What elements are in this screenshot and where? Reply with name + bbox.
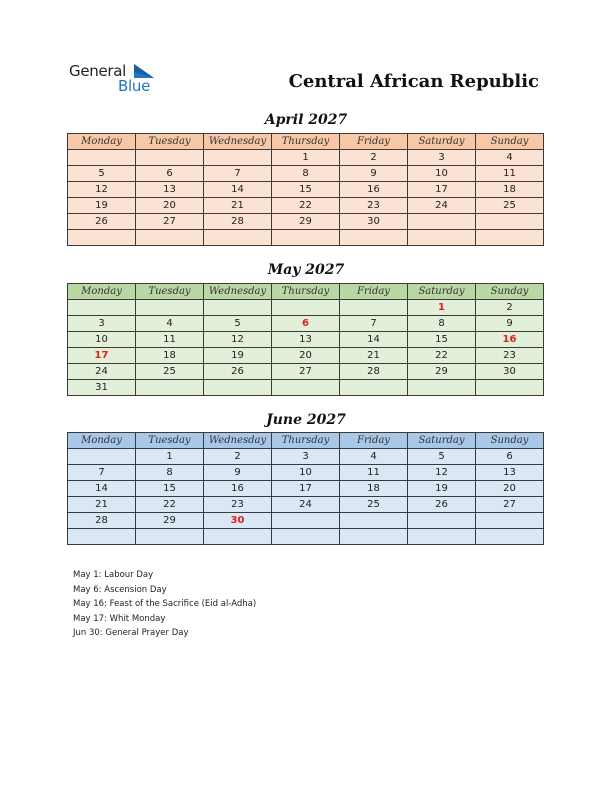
day-cell: 17 <box>408 182 476 198</box>
day-cell: 29 <box>136 513 204 529</box>
weekday-wednesday: Wednesday <box>204 433 272 449</box>
week-row <box>68 449 544 465</box>
day-cell: 28 <box>68 513 136 529</box>
day-cell: 3 <box>408 150 476 166</box>
day-cell <box>340 529 408 545</box>
day-cell <box>204 300 272 316</box>
weekday-thursday: Thursday <box>272 134 340 150</box>
holiday-note: May 16: Feast of the Sacrifice (Eid al-Adha) <box>73 599 257 609</box>
day-cell: 4 <box>476 150 544 166</box>
weekday-tuesday: Tuesday <box>136 433 204 449</box>
day-cell: 16 <box>340 182 408 198</box>
day-cell <box>272 230 340 246</box>
day-cell: 23 <box>340 198 408 214</box>
day-cell <box>340 300 408 316</box>
weekday-friday: Friday <box>340 284 408 300</box>
day-cell: 6 <box>136 166 204 182</box>
day-cell: 19 <box>408 481 476 497</box>
day-cell: 4 <box>340 449 408 465</box>
weekday-saturday: Saturday <box>408 134 476 150</box>
week-row <box>68 513 544 529</box>
day-cell: 7 <box>68 465 136 481</box>
day-cell: 26 <box>68 214 136 230</box>
day-cell: 11 <box>340 465 408 481</box>
week-row <box>68 348 544 364</box>
day-cell: 24 <box>408 198 476 214</box>
day-cell <box>476 529 544 545</box>
day-cell: 15 <box>136 481 204 497</box>
weekday-header-row <box>68 433 544 449</box>
day-cell: 26 <box>408 497 476 513</box>
holiday-note: Jun 30: General Prayer Day <box>73 628 189 638</box>
month-title-june: June 2027 <box>266 412 346 428</box>
day-cell: 27 <box>272 364 340 380</box>
day-cell: 30 <box>340 214 408 230</box>
day-cell: 5 <box>68 166 136 182</box>
week-row <box>68 166 544 182</box>
weekday-tuesday: Tuesday <box>136 134 204 150</box>
week-row <box>68 364 544 380</box>
day-cell: 14 <box>68 481 136 497</box>
day-cell <box>340 230 408 246</box>
weekday-saturday: Saturday <box>408 284 476 300</box>
day-cell: 1 <box>272 150 340 166</box>
day-cell <box>68 230 136 246</box>
day-cell: 14 <box>340 332 408 348</box>
calendar-may <box>67 283 544 396</box>
day-cell: 21 <box>68 497 136 513</box>
holiday-notes <box>73 568 256 641</box>
day-cell: 9 <box>476 316 544 332</box>
day-cell: 12 <box>204 332 272 348</box>
day-cell: 13 <box>272 332 340 348</box>
day-cell: 13 <box>476 465 544 481</box>
day-cell: 24 <box>68 364 136 380</box>
day-cell: 25 <box>476 198 544 214</box>
day-cell: 22 <box>136 497 204 513</box>
day-cell: 23 <box>204 497 272 513</box>
week-row <box>68 465 544 481</box>
day-cell: 24 <box>272 497 340 513</box>
weekday-tuesday: Tuesday <box>136 284 204 300</box>
day-cell: 12 <box>408 465 476 481</box>
month-title-april: April 2027 <box>264 112 348 128</box>
day-cell <box>476 214 544 230</box>
day-cell <box>340 380 408 396</box>
weekday-thursday: Thursday <box>272 284 340 300</box>
day-cell: 18 <box>136 348 204 364</box>
day-cell <box>272 513 340 529</box>
day-cell <box>408 529 476 545</box>
day-cell: 21 <box>204 198 272 214</box>
day-cell: 25 <box>136 364 204 380</box>
day-cell: 23 <box>476 348 544 364</box>
day-cell: 6 <box>476 449 544 465</box>
day-cell: 16 <box>204 481 272 497</box>
day-cell <box>408 513 476 529</box>
day-cell <box>136 300 204 316</box>
day-cell: 30 <box>476 364 544 380</box>
day-cell: 15 <box>408 332 476 348</box>
day-cell: 31 <box>68 380 136 396</box>
day-cell: 3 <box>68 316 136 332</box>
weekday-wednesday: Wednesday <box>204 134 272 150</box>
day-cell: 22 <box>408 348 476 364</box>
holiday-note: May 17: Whit Monday <box>73 613 166 624</box>
day-cell: 19 <box>204 348 272 364</box>
day-cell: 5 <box>408 449 476 465</box>
holiday-day-cell: 6 <box>272 316 340 332</box>
weekday-monday: Monday <box>68 134 136 150</box>
day-cell: 20 <box>476 481 544 497</box>
day-cell: 11 <box>136 332 204 348</box>
day-cell: 13 <box>136 182 204 198</box>
weekday-monday: Monday <box>68 284 136 300</box>
week-row <box>68 182 544 198</box>
day-cell <box>68 150 136 166</box>
weekday-saturday: Saturday <box>408 433 476 449</box>
day-cell <box>136 150 204 166</box>
weekday-sunday: Sunday <box>476 284 544 300</box>
day-cell: 7 <box>340 316 408 332</box>
day-cell <box>408 214 476 230</box>
holiday-day-cell: 16 <box>476 332 544 348</box>
day-cell: 20 <box>136 198 204 214</box>
day-cell <box>408 230 476 246</box>
holiday-note: May 6: Ascension Day <box>73 584 167 595</box>
weekday-sunday: Sunday <box>476 134 544 150</box>
day-cell: 1 <box>136 449 204 465</box>
day-cell: 29 <box>408 364 476 380</box>
day-cell: 2 <box>204 449 272 465</box>
week-row <box>68 529 544 545</box>
day-cell <box>136 529 204 545</box>
day-cell: 10 <box>272 465 340 481</box>
holiday-day-cell: 1 <box>408 300 476 316</box>
calendar-june <box>67 432 544 545</box>
day-cell: 20 <box>272 348 340 364</box>
weekday-monday: Monday <box>68 433 136 449</box>
day-cell <box>204 529 272 545</box>
generalblue-logo <box>69 62 169 96</box>
day-cell <box>476 513 544 529</box>
day-cell <box>68 449 136 465</box>
holiday-day-cell: 17 <box>68 348 136 364</box>
day-cell: 14 <box>204 182 272 198</box>
day-cell <box>272 380 340 396</box>
calendar-body-april <box>68 150 544 246</box>
day-cell: 11 <box>476 166 544 182</box>
day-cell: 18 <box>340 481 408 497</box>
weekday-sunday: Sunday <box>476 433 544 449</box>
day-cell: 19 <box>68 198 136 214</box>
weekday-header-row <box>68 284 544 300</box>
week-row <box>68 214 544 230</box>
day-cell: 7 <box>204 166 272 182</box>
day-cell: 27 <box>476 497 544 513</box>
weekday-thursday: Thursday <box>272 433 340 449</box>
day-cell: 8 <box>408 316 476 332</box>
day-cell <box>476 230 544 246</box>
calendar-april <box>67 133 544 246</box>
day-cell: 10 <box>408 166 476 182</box>
country-title: Central African Republic <box>288 71 539 92</box>
day-cell <box>68 529 136 545</box>
week-row <box>68 150 544 166</box>
day-cell: 12 <box>68 182 136 198</box>
day-cell: 27 <box>136 214 204 230</box>
day-cell <box>204 380 272 396</box>
weekday-wednesday: Wednesday <box>204 284 272 300</box>
week-row <box>68 380 544 396</box>
day-cell: 28 <box>340 364 408 380</box>
calendar-body-may <box>68 300 544 396</box>
week-row <box>68 497 544 513</box>
week-row <box>68 230 544 246</box>
day-cell: 3 <box>272 449 340 465</box>
logo-flag-icon <box>134 64 154 78</box>
day-cell <box>340 513 408 529</box>
day-cell: 18 <box>476 182 544 198</box>
day-cell <box>204 150 272 166</box>
week-row <box>68 481 544 497</box>
weekday-header-row <box>68 134 544 150</box>
day-cell: 2 <box>340 150 408 166</box>
logo-word-general: General <box>69 62 127 80</box>
logo-word-blue: Blue <box>118 77 150 95</box>
day-cell: 9 <box>340 166 408 182</box>
week-row <box>68 332 544 348</box>
day-cell <box>136 230 204 246</box>
day-cell: 10 <box>68 332 136 348</box>
day-cell: 15 <box>272 182 340 198</box>
day-cell: 21 <box>340 348 408 364</box>
day-cell <box>476 380 544 396</box>
day-cell: 9 <box>204 465 272 481</box>
day-cell <box>204 230 272 246</box>
day-cell: 8 <box>272 166 340 182</box>
day-cell <box>272 300 340 316</box>
weekday-friday: Friday <box>340 134 408 150</box>
week-row <box>68 316 544 332</box>
month-title-may: May 2027 <box>267 262 345 278</box>
holiday-day-cell: 30 <box>204 513 272 529</box>
week-row <box>68 198 544 214</box>
day-cell: 26 <box>204 364 272 380</box>
day-cell: 25 <box>340 497 408 513</box>
week-row <box>68 300 544 316</box>
day-cell: 28 <box>204 214 272 230</box>
holiday-note: May 1: Labour Day <box>73 570 154 580</box>
day-cell <box>408 380 476 396</box>
day-cell <box>68 300 136 316</box>
day-cell: 4 <box>136 316 204 332</box>
day-cell: 22 <box>272 198 340 214</box>
day-cell: 8 <box>136 465 204 481</box>
day-cell <box>272 529 340 545</box>
day-cell: 2 <box>476 300 544 316</box>
day-cell <box>136 380 204 396</box>
calendar-body-june <box>68 449 544 545</box>
day-cell: 5 <box>204 316 272 332</box>
day-cell: 17 <box>272 481 340 497</box>
day-cell: 29 <box>272 214 340 230</box>
weekday-friday: Friday <box>340 433 408 449</box>
